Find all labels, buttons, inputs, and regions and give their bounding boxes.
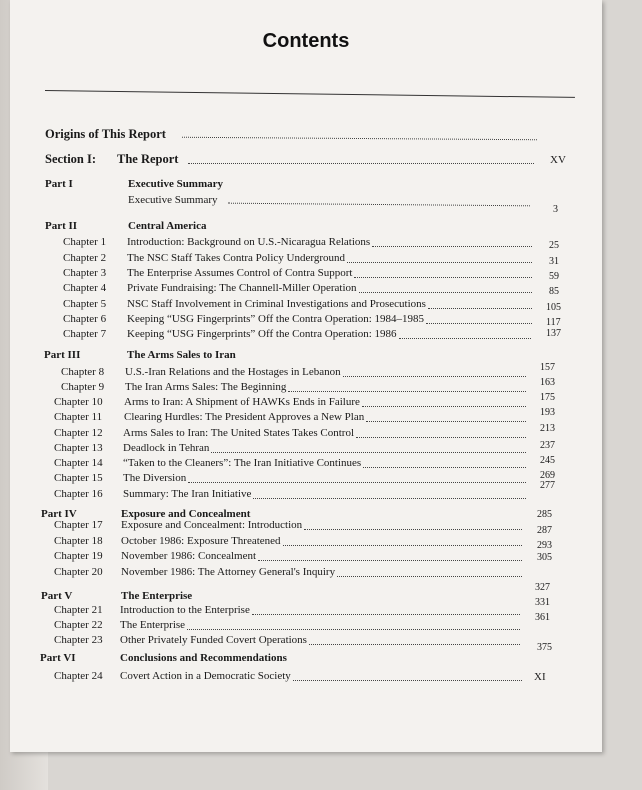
chapter-leader xyxy=(337,576,522,577)
chapter-title: Arms Sales to Iran: The United States Takes Control xyxy=(123,427,355,439)
part-row xyxy=(10,218,602,234)
chapter-row xyxy=(10,364,602,380)
chapter-title: Exposure and Concealment: Introduction xyxy=(121,519,303,531)
chapter-label: Chapter 3 xyxy=(63,267,107,279)
chapter-label: Chapter 9 xyxy=(61,381,105,393)
chapter-title: Keeping “USG Fingerprints” Off the Contra Operation: 1986 xyxy=(127,328,397,340)
chapter-leader xyxy=(309,644,520,645)
chapter-row xyxy=(10,234,602,250)
chapter-row xyxy=(10,326,602,342)
chapter-label: Chapter 17 xyxy=(54,519,103,531)
chapter-page: 163 xyxy=(540,377,555,388)
chapter-row xyxy=(10,440,602,456)
chapter-label: Chapter 16 xyxy=(54,488,103,500)
chapter-label: Chapter 13 xyxy=(54,442,103,454)
chapter-row xyxy=(10,394,602,410)
last-page: XI xyxy=(534,671,546,683)
part-row xyxy=(10,347,602,363)
part-heading: Central America xyxy=(128,220,207,232)
part-label: Part II xyxy=(45,220,78,232)
chapter-row xyxy=(10,455,602,471)
chapter-label: Chapter 14 xyxy=(54,457,103,469)
chapter-label: Chapter 8 xyxy=(61,366,105,378)
chapter-leader xyxy=(304,529,522,530)
chapter-row xyxy=(10,470,602,486)
chapter-label: Chapter 10 xyxy=(54,396,103,408)
chapter-page: 137 xyxy=(546,328,561,339)
chapter-page: 117 xyxy=(546,317,561,328)
chapter-label: Chapter 2 xyxy=(63,252,107,264)
chapter-page: 293 xyxy=(537,540,552,551)
chapter-title: U.S.-Iran Relations and the Hostages in Lebanon xyxy=(125,366,341,378)
exec-summary-page: 3 xyxy=(553,204,558,215)
origins-label: Origins of This Report xyxy=(45,127,166,141)
part-heading: Conclusions and Recommendations xyxy=(120,652,287,664)
chapter-row xyxy=(10,480,602,502)
chapter-label: Chapter 1 xyxy=(63,236,107,248)
chapter-label: Chapter 23 xyxy=(54,634,103,646)
chapter-title: The Enterprise xyxy=(120,619,186,631)
exec-summary-row xyxy=(10,192,602,215)
chapter-row xyxy=(10,296,602,312)
chapter-title: Introduction: Background on U.S.-Nicaragua Relations xyxy=(127,236,371,248)
chapter-leader xyxy=(399,338,531,339)
chapter-leader xyxy=(252,614,520,615)
chapter-title: Arms to Iran: A Shipment of HAWKs Ends in Failure xyxy=(124,396,360,408)
chapter-leader xyxy=(188,482,526,483)
chapter-page: 59 xyxy=(549,271,559,282)
chapter-title: The Iran Arms Sales: The Beginning xyxy=(125,381,287,393)
chapter-leader xyxy=(347,262,532,263)
chapter-leader xyxy=(426,323,532,324)
part-label: Part IV xyxy=(41,508,77,520)
chapter-page: 285 xyxy=(537,509,552,520)
section1-leader xyxy=(188,163,534,164)
chapter-leader xyxy=(359,292,532,293)
chapter-leader xyxy=(372,246,532,247)
part-heading: The Arms Sales to Iran xyxy=(127,349,236,361)
chapter-page: 269 xyxy=(540,470,555,481)
chapter-leader xyxy=(288,391,526,392)
chapter-leader xyxy=(253,498,526,499)
chapter-leader xyxy=(354,277,532,278)
chapter-label: Chapter 15 xyxy=(54,472,103,484)
chapter-page: 175 xyxy=(540,392,555,403)
chapter-page: 375 xyxy=(537,642,552,653)
chapter-row xyxy=(10,250,602,266)
section1-page: XV xyxy=(550,154,566,166)
chapter-leader xyxy=(362,406,526,407)
chapter-title: The Diversion xyxy=(123,472,187,484)
part-row xyxy=(10,650,602,666)
chapter-page: 331 xyxy=(535,597,550,608)
part-heading: The Enterprise xyxy=(121,590,193,602)
chapter-label: Chapter 22 xyxy=(54,619,103,631)
chapter-title: Private Fundraising: The Channell-Miller Operation xyxy=(127,282,357,294)
chapter-label: Chapter 19 xyxy=(54,550,103,562)
part-heading: Exposure and Concealment xyxy=(121,508,251,520)
chapter-leader xyxy=(258,560,522,561)
chapter-page: 193 xyxy=(540,407,555,418)
chapter-page: 213 xyxy=(540,423,555,434)
part-label: Part I xyxy=(45,178,73,190)
chapter-title: Other Privately Funded Covert Operations xyxy=(120,634,307,646)
chapter-title: November 1986: The Attorney General's Inquiry xyxy=(121,566,336,578)
part-label: Part VI xyxy=(40,652,76,664)
chapter-leader xyxy=(283,545,522,546)
chapter-leader xyxy=(356,437,526,438)
chapter-leader xyxy=(428,308,532,309)
origins-leader xyxy=(182,137,537,140)
exec-summary-leader xyxy=(228,203,530,207)
chapter-label: Chapter 12 xyxy=(54,427,103,439)
chapter-label: Chapter 4 xyxy=(63,282,107,294)
chapter-row xyxy=(10,425,602,441)
chapter-page: 287 xyxy=(537,525,552,536)
chapter-leader xyxy=(366,421,526,422)
chapter-leader xyxy=(187,629,520,630)
chapter-title: Deadlock in Tehran xyxy=(123,442,210,454)
chapter-page: 157 xyxy=(540,362,555,373)
chapter-page: 105 xyxy=(546,302,561,313)
section1-row xyxy=(10,151,602,167)
chapter-title: “Taken to the Cleaners”: The Iran Initiative Continues xyxy=(123,457,362,469)
chapter-title: Introduction to the Enterprise xyxy=(120,604,250,616)
document-page xyxy=(10,0,602,752)
part-label: Part III xyxy=(44,349,81,361)
chapter-page: 31 xyxy=(549,256,559,267)
chapter-title: November 1986: Concealment xyxy=(121,550,257,562)
chapter-title: Covert Action in a Democratic Society xyxy=(120,670,291,682)
chapter-row xyxy=(10,265,602,281)
chapter-label: Chapter 11 xyxy=(54,411,103,423)
part-row xyxy=(10,176,602,192)
chapter-row xyxy=(10,280,602,296)
chapter-page: 85 xyxy=(549,286,559,297)
chapter-row xyxy=(10,409,602,425)
chapter-label: Chapter 18 xyxy=(54,535,103,547)
chapter-page: 305 xyxy=(537,552,552,563)
chapter-label: Chapter 6 xyxy=(63,313,107,325)
chapter-page: 361 xyxy=(535,612,550,623)
section1-title: The Report xyxy=(117,152,179,166)
chapter-page: 237 xyxy=(540,440,555,451)
chapter-title: Summary: The Iran Initiative xyxy=(123,488,252,500)
section1-label: Section I: xyxy=(45,152,97,166)
chapter-label: Chapter 20 xyxy=(54,566,103,578)
chapter-label: Chapter 7 xyxy=(63,328,107,340)
last-page-row xyxy=(10,669,602,685)
chapter-title: Keeping “USG Fingerprints” Off the Contra Operation: 1984–1985 xyxy=(127,313,425,325)
chapter-row xyxy=(10,311,602,327)
part-heading: Executive Summary xyxy=(128,178,224,190)
chapter-page: 25 xyxy=(549,240,559,251)
chapter-label: Chapter 5 xyxy=(63,298,107,310)
chapter-label: Chapter 24 xyxy=(54,670,103,682)
exec-summary-title: Executive Summary xyxy=(128,194,218,206)
chapter-title: The NSC Staff Takes Contra Policy Underground xyxy=(127,252,345,264)
chapter-title: Clearing Hurdles: The President Approves a New Plan xyxy=(124,411,365,423)
chapter-page: 277 xyxy=(540,480,555,491)
chapter-leader xyxy=(363,467,526,468)
chapter-row xyxy=(10,379,602,395)
chapter-title: NSC Staff Involvement in Criminal Investigations and Prosecutions xyxy=(127,298,426,310)
part-label: Part V xyxy=(41,590,73,602)
chapter-title: October 1986: Exposure Threatened xyxy=(121,535,281,547)
chapter-page: 245 xyxy=(540,455,555,466)
chapter-label: Chapter 21 xyxy=(54,604,103,616)
chapter-leader xyxy=(211,452,526,453)
chapter-leader xyxy=(343,376,526,377)
origins-row xyxy=(10,126,602,142)
chapter-title: The Enterprise Assumes Control of Contra Support xyxy=(127,267,353,279)
title-rule xyxy=(45,90,575,98)
chapter-page: 327 xyxy=(535,582,550,593)
page-title: Contents xyxy=(262,30,350,52)
